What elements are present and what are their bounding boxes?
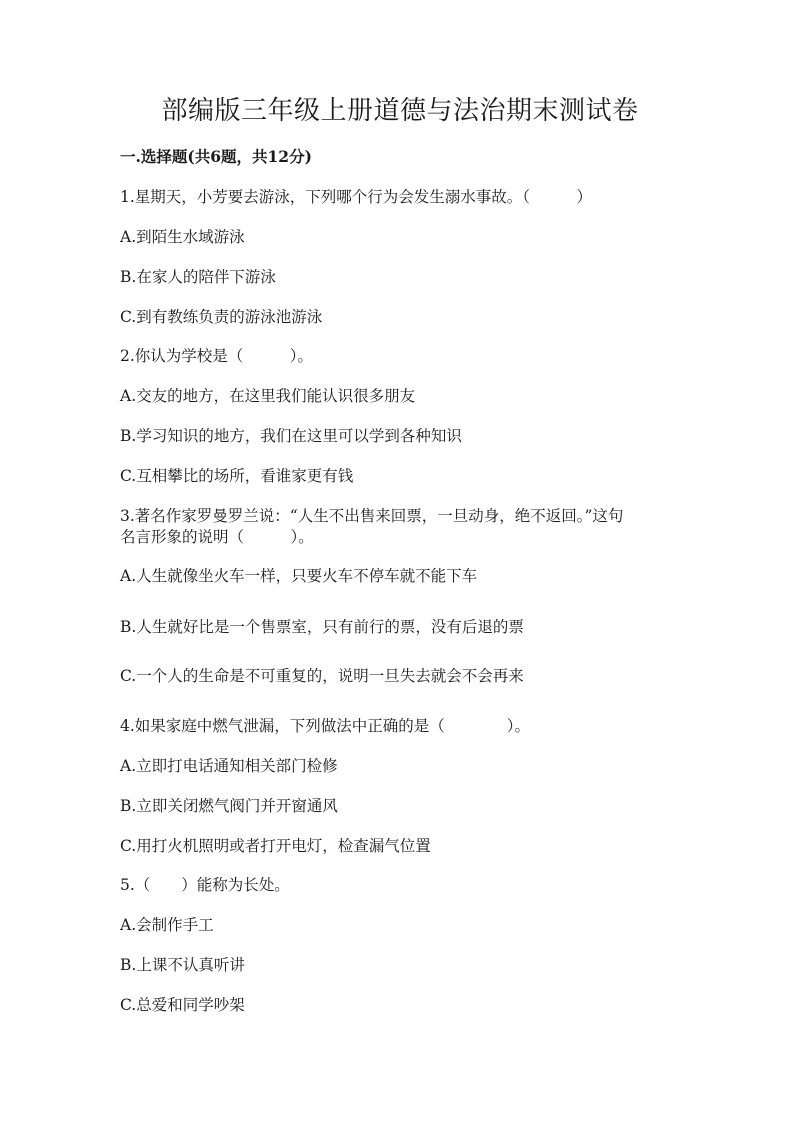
question-4-option-b: B.立即关闭燃气阀门并开窗通风 [120,797,338,815]
question-2-option-c: C.互相攀比的场所，看谁家更有钱 [120,467,354,485]
question-1-option-c: C.到有教练负责的游泳池游泳 [120,308,323,326]
question-4-option-a: A.立即打电话通知相关部门检修 [120,757,338,775]
question-1-option-b: B.在家人的陪伴下游泳 [120,268,276,286]
question-3-stem-line-1: 3.著名作家罗曼罗兰说：“人生不出售来回票，一旦动身，绝不返回。”这句 [120,507,624,525]
question-2-stem: 2.你认为学校是（ ）。 [120,347,314,365]
question-3-stem-line-2: 名言形象的说明（ ）。 [120,528,314,546]
question-3-option-a: A.人生就像坐火车一样，只要火车不停车就不能下车 [120,567,478,585]
question-5-option-c: C.总爱和同学吵架 [120,996,245,1014]
question-5-stem: 5.（ ）能称为长处。 [120,876,290,894]
question-3-option-b: B.人生就好比是一个售票室，只有前行的票，没有后退的票 [120,618,524,636]
question-1-stem: 1.星期天，小芳要去游泳，下列哪个行为会发生溺水事故。（ ） [120,188,593,206]
question-1-option-a: A.到陌生水域游泳 [120,228,245,246]
question-3-option-c: C.一个人的生命是不可重复的，说明一旦失去就会不会再来 [120,667,524,685]
section-heading: 一.选择题(共6题，共12分) [120,147,312,166]
question-4-option-c: C.用打火机照明或者打开电灯，检查漏气位置 [120,837,431,855]
question-2-option-b: B.学习知识的地方，我们在这里可以学到各种知识 [120,427,462,445]
question-5-option-a: A.会制作手工 [120,916,214,934]
question-4-stem: 4.如果家庭中燃气泄漏，下列做法中正确的是（ ）。 [120,717,531,735]
question-5-option-b: B.上课不认真听讲 [120,956,245,974]
exam-title: 部编版三年级上册道德与法治期末测试卷 [161,96,639,126]
question-2-option-a: A.交友的地方，在这里我们能认识很多朋友 [120,387,416,405]
